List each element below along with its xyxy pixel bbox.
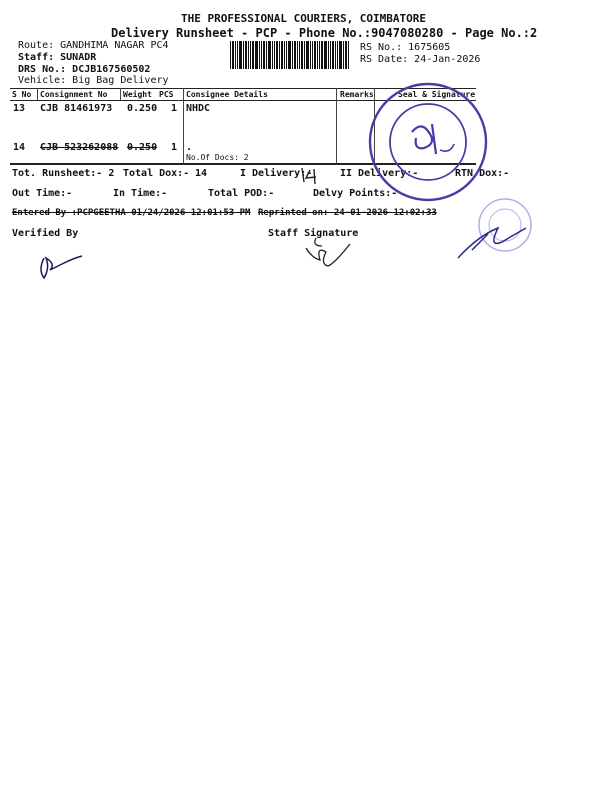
ii-delivery: II Delivery:-: [340, 168, 419, 179]
col-divider: [37, 88, 38, 100]
row-consignee: NHDC: [186, 103, 211, 114]
row-weight: 0.250: [127, 142, 158, 153]
faint-stamp-icon: [479, 199, 531, 251]
total-dox-value: 14: [195, 168, 208, 179]
verified-signature: [41, 256, 82, 278]
row-weight: 0.250: [127, 103, 158, 114]
tot-runsheet: Tot. Runsheet:- 2: [12, 168, 115, 179]
col-divider: [183, 88, 184, 164]
reprinted-on: Reprinted on: 24-01-2026 12:02:33: [258, 208, 437, 218]
th-sno: S No: [12, 90, 32, 99]
th-remarks: Remarks: [340, 90, 374, 99]
col-divider: [120, 88, 121, 100]
col-divider: [374, 88, 375, 164]
verified-by: Verified By: [12, 228, 79, 239]
total-dox-label: Total Dox:-: [123, 168, 190, 179]
drs-number: DRS No.: DCJB167560502: [18, 64, 151, 75]
in-time: In Time:-: [113, 188, 168, 199]
col-divider: [336, 88, 337, 164]
th-weight: Weight: [123, 90, 152, 99]
th-pcs: PCS: [159, 90, 174, 99]
i-delivery: I Delivery:-: [240, 168, 313, 179]
delvy-points: Delvy Points:-: [313, 188, 398, 199]
th-consignee: Consignee Details: [186, 90, 268, 99]
row-consignee: .: [186, 142, 193, 153]
row-consignment: CJB 81461973: [40, 103, 113, 114]
row-sno: 13: [13, 103, 26, 114]
th-seal: Seal & Signature: [398, 90, 476, 99]
barcode: [230, 41, 355, 69]
staff-signature: Staff Signature: [268, 228, 359, 239]
row-pcs: 1: [171, 103, 178, 114]
out-time: Out Time:-: [12, 188, 73, 199]
entered-by: Entered By :PCPGEETHA 01/24/2026 12:01:53 PM: [12, 208, 251, 218]
rs-number: RS No.: 1675605: [360, 42, 451, 53]
route-label: Route: GANDHIMA NAGAR PC4: [18, 40, 169, 51]
total-pod: Total POD:-: [208, 188, 275, 199]
vehicle-label: Vehicle: Big Bag Delivery: [18, 75, 169, 86]
rs-date: RS Date: 24-Jan-2026: [360, 54, 481, 65]
row-consignment: CJB 523262088: [40, 142, 119, 153]
rtn-dox: RTN Dox:-: [455, 168, 510, 179]
runsheet-subtitle: Delivery Runsheet - PCP - Phone No.:9047080280 - Page No.:2: [111, 26, 538, 40]
staff-signature-scribble: [306, 238, 350, 266]
signature-scribble-right: [458, 228, 526, 258]
table-top-rule: [10, 88, 476, 89]
table-header-rule: [10, 100, 476, 101]
row-pcs: 1: [171, 142, 178, 153]
staff-label: Staff: SUNADR: [18, 52, 97, 63]
table-bottom-rule: [10, 163, 476, 165]
company-title: THE PROFESSIONAL COURIERS, COIMBATORE: [181, 12, 427, 25]
company-seal-icon: [370, 84, 486, 200]
row-sno: 14: [13, 142, 26, 153]
th-consignment: Consignment No: [40, 90, 108, 99]
docs-count: No.Of Docs: 2: [186, 153, 249, 162]
